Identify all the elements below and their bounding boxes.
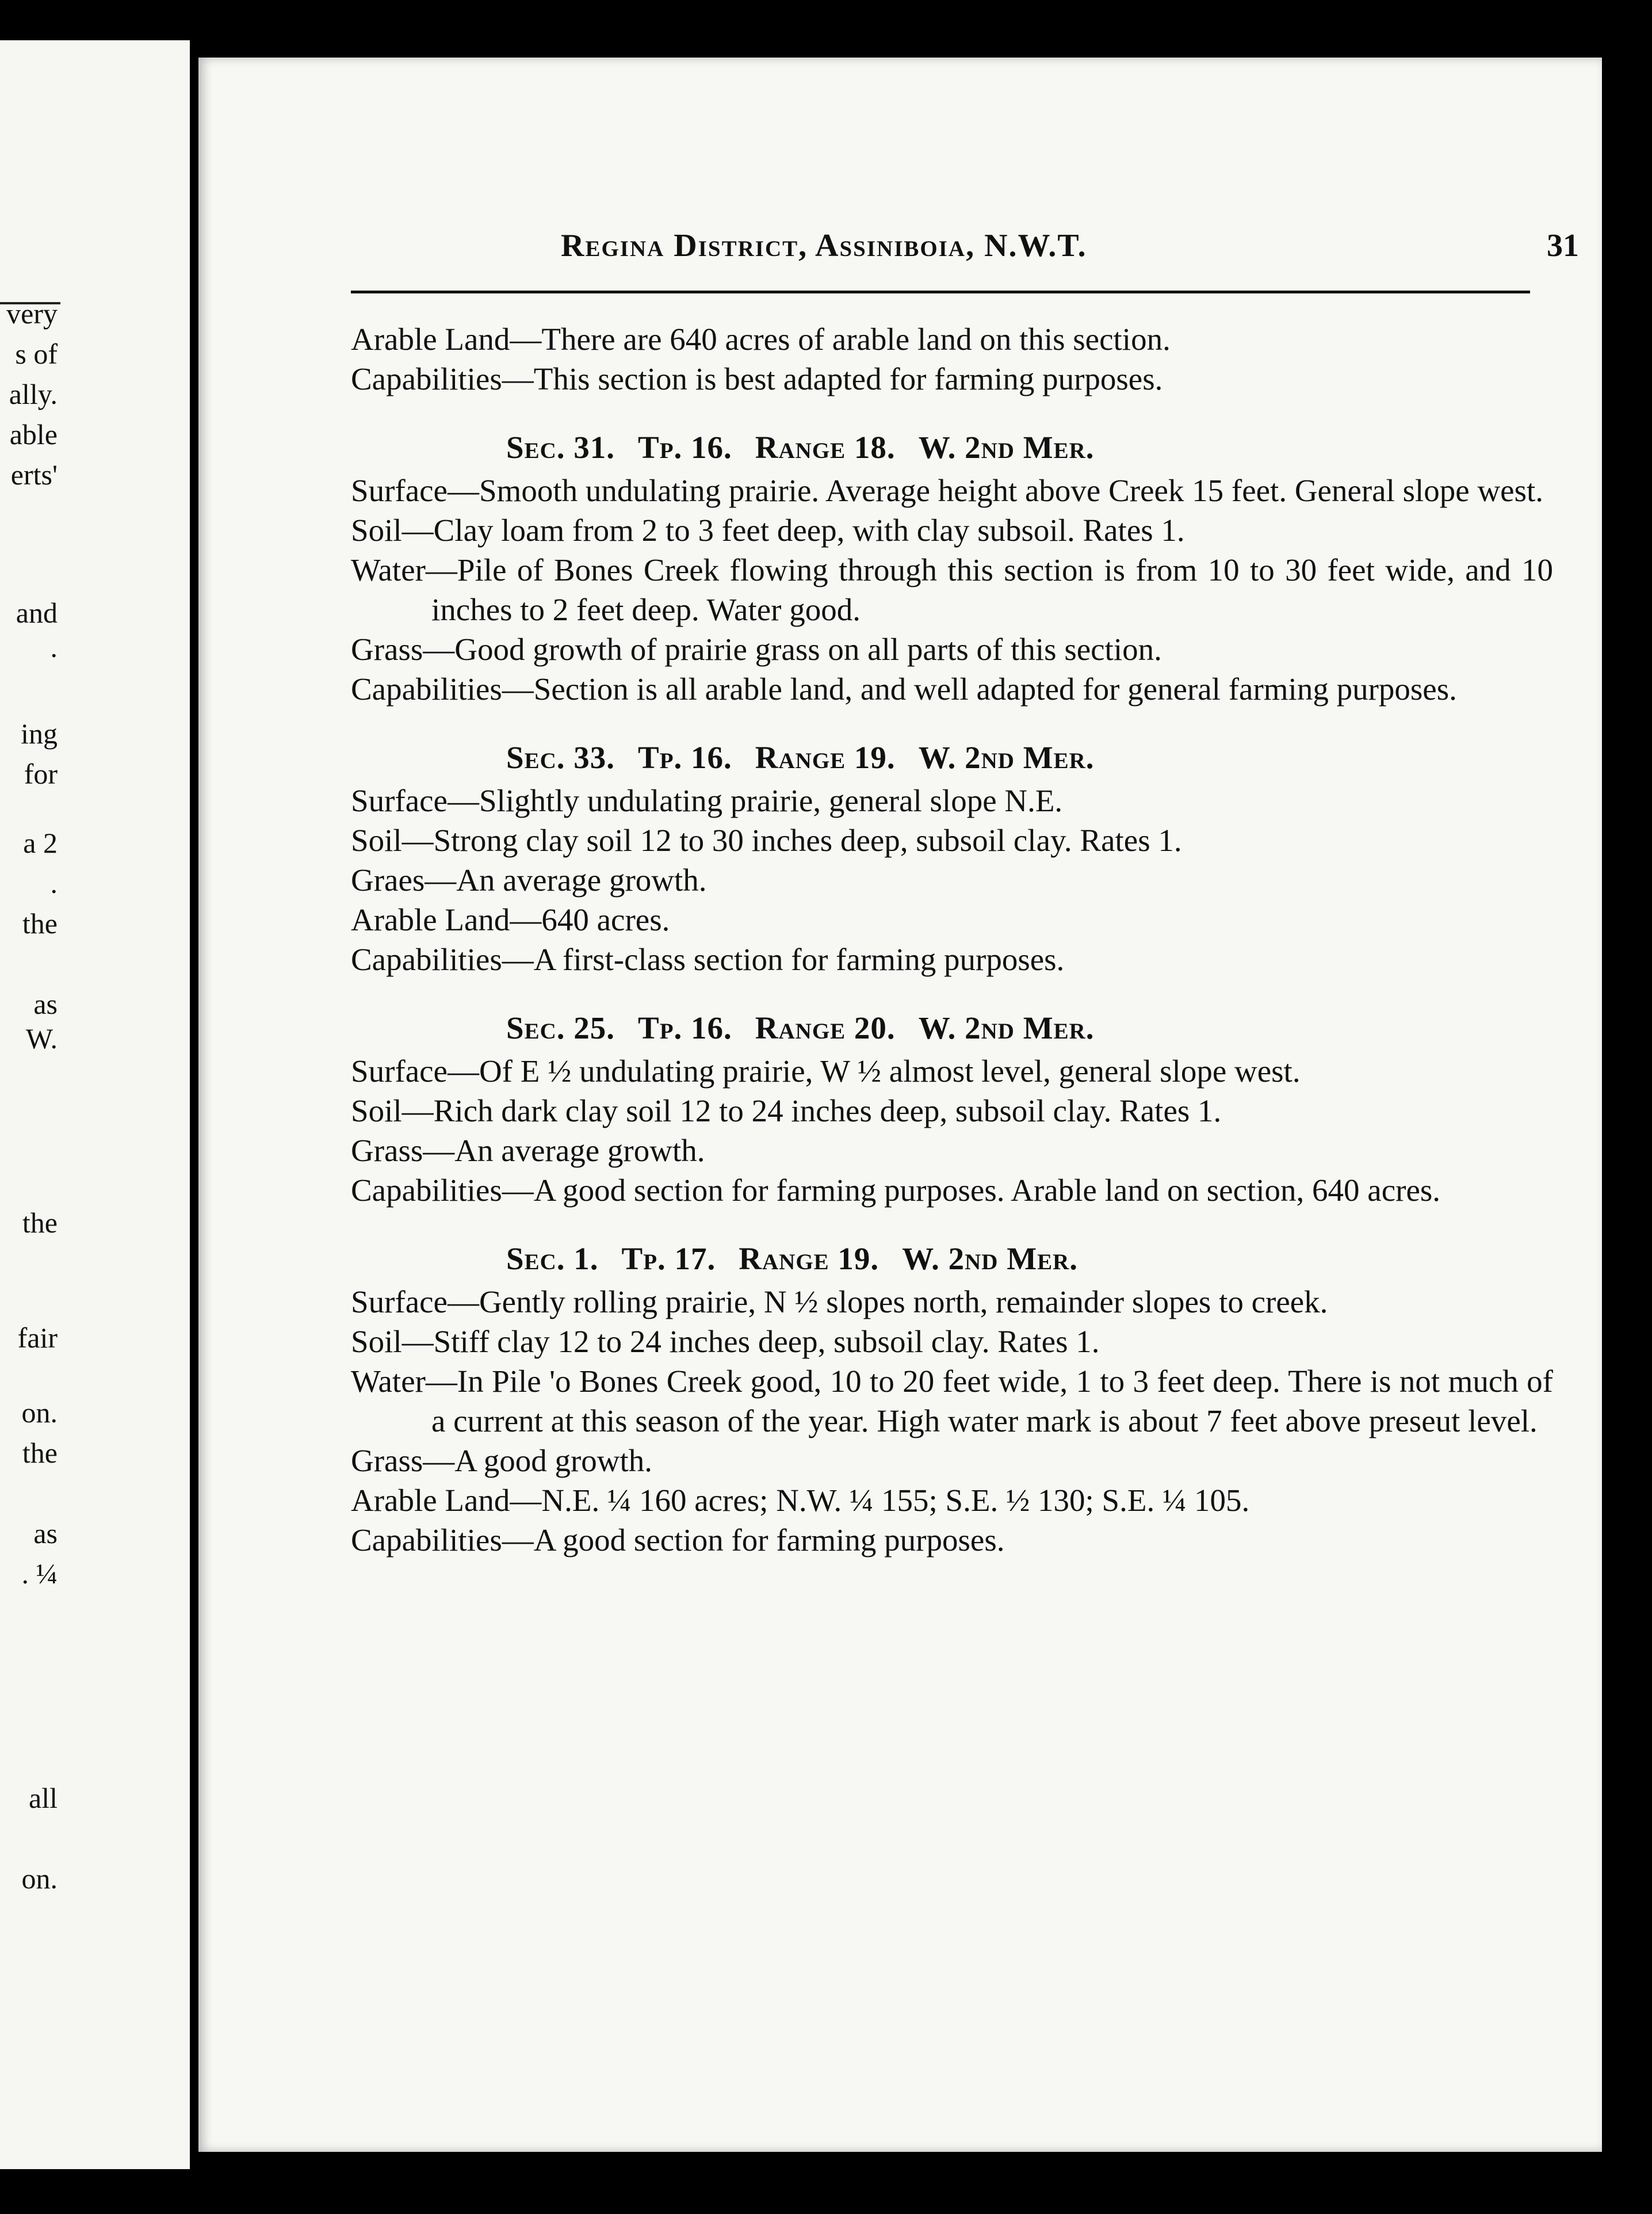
- facing-page-text-fragment: on.: [21, 1396, 58, 1429]
- section-heading-sec: Sec. 31.: [506, 430, 615, 465]
- section-entry: Capabilities—A good section for farming purposes.: [351, 1522, 1005, 1558]
- section-entry: Graes—An average growth.: [351, 862, 707, 898]
- section-heading: [351, 427, 1553, 467]
- section-entry: Surface—Of E ½ undulating prairie, W ½ almost level, general slope west.: [351, 1053, 1301, 1089]
- section-heading-mer: W. 2nd Mer.: [902, 1241, 1079, 1276]
- page-body: [351, 319, 1553, 1560]
- section-heading: [351, 738, 1553, 777]
- section-heading-tp: Tp. 17.: [621, 1241, 716, 1276]
- section-heading-tp: Tp. 16.: [638, 1010, 732, 1045]
- page-number: 31: [1547, 228, 1579, 264]
- section-entry: Soil—Strong clay soil 12 to 30 inches deep, subsoil clay. Rates 1.: [351, 823, 1182, 858]
- section-entry: Grass—A good growth.: [351, 1443, 653, 1478]
- section-heading-tp: Tp. 16.: [638, 740, 732, 775]
- land-section: [351, 1008, 1553, 1210]
- facing-page-text-fragment: ing: [21, 717, 58, 750]
- facing-page-text-fragment: able: [9, 418, 58, 451]
- section-entry: Water—Pile of Bones Creek flowing through this section is from 10 to 30 feet wide, and 10 inches to 2 feet deep. Water good.: [351, 552, 1553, 627]
- facing-page-text-fragment: s of: [15, 338, 58, 370]
- facing-page-text-fragment: .: [50, 631, 58, 663]
- facing-page-text-fragment: erts': [10, 459, 58, 491]
- section-heading-range: Range 19.: [755, 740, 896, 775]
- section-heading: [351, 1239, 1553, 1278]
- section-entry: Surface—Slightly undulating prairie, general slope N.E.: [351, 783, 1063, 818]
- section-entry: Soil—Clay loam from 2 to 3 feet deep, with clay subsoil. Rates 1.: [351, 513, 1185, 548]
- facing-page-text-fragment: on.: [21, 1862, 58, 1895]
- land-section: [351, 427, 1553, 709]
- page-header: [561, 227, 1579, 279]
- land-section: [351, 738, 1553, 979]
- section-entry: Soil—Stiff clay 12 to 24 inches deep, subsoil clay. Rates 1.: [351, 1324, 1100, 1359]
- header-rule: [351, 291, 1530, 293]
- section-heading-mer: W. 2nd Mer.: [918, 1010, 1095, 1045]
- section-entry: Capabilities—Section is all arable land, and well adapted for general farming purposes.: [351, 671, 1457, 707]
- facing-page-text-fragment: .: [50, 867, 58, 899]
- section-heading: [351, 1008, 1553, 1048]
- facing-page-text-fragment: very: [6, 297, 58, 330]
- facing-page-text-fragment: as: [33, 1517, 58, 1549]
- facing-page-text-fragment: a 2: [23, 827, 58, 859]
- section-entry: Capabilities—A first-class section for farming purposes.: [351, 942, 1065, 977]
- intro-entry: Arable Land—There are 640 acres of arable land on this section.: [351, 322, 1171, 357]
- facing-page: [0, 40, 190, 2169]
- section-heading-tp: Tp. 16.: [638, 430, 732, 465]
- section-heading-range: Range 20.: [755, 1010, 896, 1045]
- section-heading-sec: Sec. 1.: [506, 1241, 599, 1276]
- section-entry: Grass—An average growth.: [351, 1133, 705, 1168]
- section-entry: Arable Land—640 acres.: [351, 902, 670, 937]
- section-entry: Soil—Rich dark clay soil 12 to 24 inches deep, subsoil clay. Rates 1.: [351, 1093, 1222, 1128]
- facing-page-text-fragment: the: [22, 1437, 58, 1469]
- facing-page-text-fragment: . ¼: [21, 1558, 58, 1590]
- facing-page-text-fragment: for: [24, 758, 58, 790]
- facing-page-text-fragment: and: [16, 597, 58, 629]
- section-entry: Water—In Pile 'o Bones Creek good, 10 to 20 feet wide, 1 to 3 feet deep. There is not much of a current at this season of the year. High water mark is about 7 feet above preseut level.: [351, 1364, 1553, 1438]
- section-heading-sec: Sec. 33.: [506, 740, 615, 775]
- facing-page-text-fragment: ally.: [9, 378, 58, 410]
- document-page: [198, 58, 1602, 2152]
- section-heading-range: Range 18.: [755, 430, 896, 465]
- section-heading-sec: Sec. 25.: [506, 1010, 615, 1045]
- facing-page-text-fragment: the: [22, 907, 58, 940]
- land-section: [351, 1239, 1553, 1560]
- facing-page-text-fragment: as: [33, 988, 58, 1020]
- facing-page-text-fragment: W.: [25, 1022, 58, 1055]
- section-entry: Capabilities—A good section for farming purposes. Arable land on section, 640 acres.: [351, 1173, 1441, 1208]
- section-heading-range: Range 19.: [739, 1241, 879, 1276]
- section-entry: Grass—Good growth of prairie grass on all parts of this section.: [351, 632, 1162, 667]
- section-heading-mer: W. 2nd Mer.: [918, 740, 1095, 775]
- facing-page-text-fragment: fair: [17, 1322, 58, 1354]
- section-entry: Surface—Smooth undulating prairie. Average height above Creek 15 feet. General slope west.: [351, 473, 1544, 508]
- intro-entry: Capabilities—This section is best adapted for farming purposes.: [351, 361, 1163, 396]
- section-entry: Surface—Gently rolling prairie, N ½ slopes north, remainder slopes to creek.: [351, 1284, 1328, 1319]
- facing-page-text-fragment: the: [22, 1207, 58, 1239]
- section-entry: Arable Land—N.E. ¼ 160 acres; N.W. ¼ 155; S.E. ½ 130; S.E. ¼ 105.: [351, 1483, 1250, 1518]
- running-title: Regina District, Assiniboia, N.W.T.: [561, 228, 1087, 264]
- facing-page-text-fragment: all: [29, 1782, 58, 1814]
- section-heading-mer: W. 2nd Mer.: [918, 430, 1095, 465]
